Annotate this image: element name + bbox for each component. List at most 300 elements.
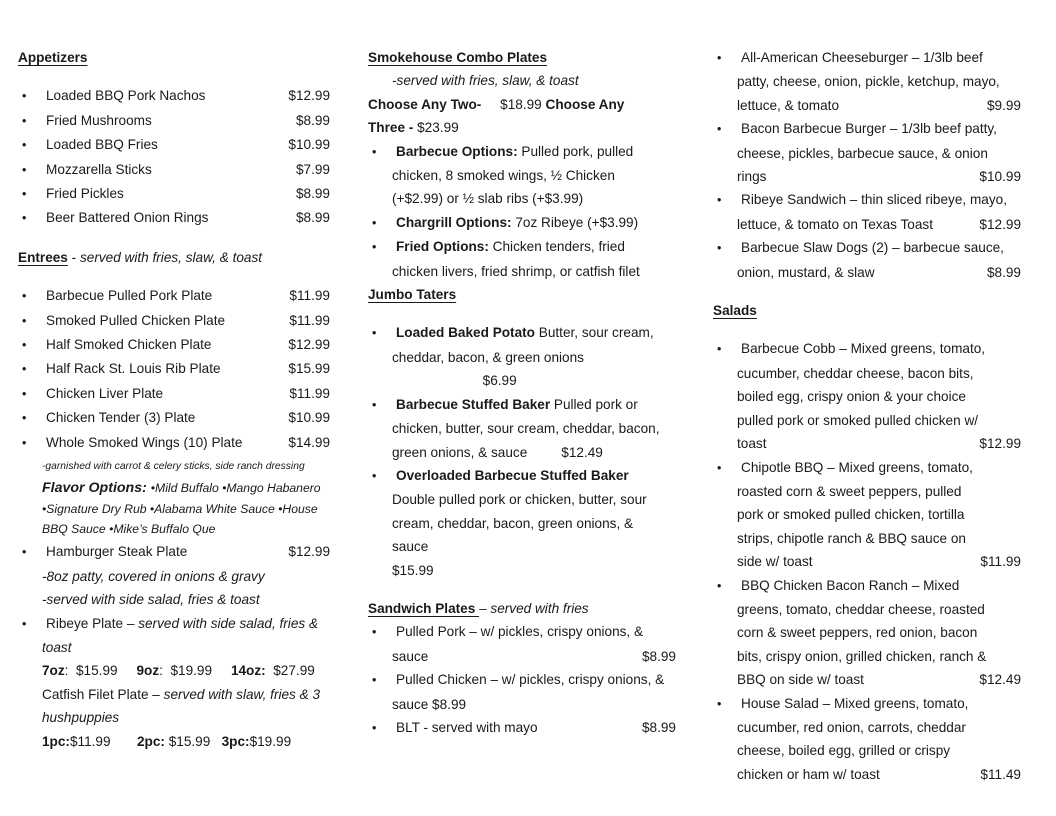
text-run: 7oz xyxy=(42,663,65,679)
item-text xyxy=(42,730,291,753)
item-text xyxy=(42,706,119,729)
item-text xyxy=(46,182,124,205)
text-run: Fried Mushrooms xyxy=(46,112,152,128)
text-run: Chipotle BBQ – Mixed greens, tomato, xyxy=(741,459,973,475)
text-run: toast xyxy=(737,436,767,452)
section-gap xyxy=(713,322,1021,337)
item-text xyxy=(368,283,456,306)
item-text xyxy=(392,346,584,369)
menu-text-line xyxy=(713,480,1021,503)
bullet-icon: • xyxy=(372,326,377,341)
item-text xyxy=(737,598,985,621)
item-text xyxy=(46,431,242,454)
text-run: Double pulled pork or chicken, butter, sour xyxy=(392,492,647,508)
item-text xyxy=(396,211,638,234)
item-text xyxy=(42,455,305,478)
menu-item-line xyxy=(18,612,330,636)
item-text xyxy=(737,527,966,550)
menu-item-line xyxy=(18,206,330,230)
item-text xyxy=(46,109,152,132)
section-gap xyxy=(368,582,676,597)
bullet-icon: • xyxy=(372,720,377,735)
menu-item-line xyxy=(713,46,1021,70)
item-text xyxy=(741,692,968,715)
section-gap xyxy=(18,269,330,284)
text-run: toast xyxy=(42,639,72,655)
item-text xyxy=(42,683,320,706)
item-text xyxy=(46,133,158,156)
menu-text-line xyxy=(713,432,1021,455)
text-run: : $15.99 xyxy=(64,663,137,679)
menu-text-line xyxy=(18,499,330,520)
item-text xyxy=(42,519,215,540)
text-run: -8oz patty, covered in onions & gravy xyxy=(42,568,265,584)
item-text xyxy=(46,84,205,107)
text-run: Chargrill Options: xyxy=(396,214,516,230)
text-run: roasted corn & sweet peppers, pulled xyxy=(737,483,962,499)
text-run: Choose Any xyxy=(545,96,625,112)
text-run: 3pc: xyxy=(221,733,250,749)
menu-text-line xyxy=(368,116,676,139)
menu-text-line xyxy=(18,246,330,269)
item-text xyxy=(392,645,428,668)
item-text xyxy=(737,621,977,644)
bullet-icon: • xyxy=(22,138,27,153)
item-text xyxy=(392,535,428,558)
text-run: cucumber, cheddar cheese, bacon bits, xyxy=(737,365,974,381)
item-text xyxy=(737,385,966,408)
menu-text-line xyxy=(368,488,676,511)
item-text xyxy=(396,235,625,258)
text-run: Choose Any Two- xyxy=(368,96,482,112)
text-run: Flavor Options: xyxy=(42,479,151,496)
price: $8.99 xyxy=(641,648,676,664)
bullet-icon: • xyxy=(717,193,722,208)
text-run: $27.99 xyxy=(265,663,315,679)
menu-text-line xyxy=(713,362,1021,385)
menu-text-line xyxy=(713,598,1021,621)
item-text xyxy=(741,456,973,479)
menu-text-line xyxy=(18,683,330,706)
text-run: chicken, 8 smoked wings, ½ Chicken xyxy=(392,168,615,184)
text-run: $23.99 xyxy=(417,120,459,136)
item-text xyxy=(368,116,459,139)
text-run: All-American Cheeseburger – 1/3lb beef xyxy=(741,50,983,65)
item-text xyxy=(737,94,839,117)
text-run: bits, crispy onion, grilled chicken, ranch & xyxy=(737,648,987,664)
text-run: Butter, sour cream, xyxy=(538,325,654,341)
text-run: sauce xyxy=(392,539,429,555)
menu-text-line xyxy=(713,716,1021,739)
section-gap xyxy=(368,306,676,321)
text-run: boiled egg, crispy onion & your choice xyxy=(737,389,966,405)
item-text xyxy=(396,321,654,344)
text-run: Ribeye Sandwich – thin sliced ribeye, mayo, xyxy=(741,192,1007,208)
text-run: Chicken Tender (3) Plate xyxy=(46,410,196,426)
text-run: Barbecue Slaw Dogs (2) – barbecue sauce, xyxy=(741,240,1004,256)
menu-text-line xyxy=(713,763,1021,786)
text-run: chicken or ham w/ toast xyxy=(737,766,880,782)
menu-text-line xyxy=(18,730,330,753)
menu-text-line xyxy=(713,261,1021,284)
menu-item-line xyxy=(18,540,330,564)
bullet-icon: • xyxy=(717,696,722,711)
menu-text-line xyxy=(713,668,1021,691)
text-run: BLT - served with mayo xyxy=(396,719,538,735)
item-text xyxy=(737,763,880,786)
item-text xyxy=(737,165,766,188)
text-run: chicken, butter, sour cream, cheddar, bacon, xyxy=(392,421,660,437)
menu-item-line xyxy=(368,620,676,644)
item-text xyxy=(737,432,766,455)
price: $10.99 xyxy=(979,169,1021,185)
text-run: House Salad – Mixed greens, tomato, xyxy=(741,695,969,711)
menu-text-line xyxy=(713,94,1021,117)
text-run: onion, mustard, & slaw xyxy=(737,264,875,280)
item-text xyxy=(737,550,813,573)
text-run: cheddar, bacon, & green onions xyxy=(392,349,584,365)
menu-item-line xyxy=(18,357,330,381)
menu-text-line xyxy=(18,659,330,682)
menu-item-line xyxy=(368,716,676,740)
text-run: sauce xyxy=(392,648,429,664)
price: $12.99 xyxy=(979,436,1021,452)
text-run: Pulled pork or xyxy=(553,396,638,412)
text-run: Chicken tenders, fried xyxy=(492,239,625,255)
menu-text-line xyxy=(368,69,676,92)
bullet-icon: • xyxy=(22,386,27,401)
item-text xyxy=(46,333,211,356)
menu-text-line xyxy=(713,503,1021,526)
menu-item-line xyxy=(18,382,330,406)
menu-item-line xyxy=(18,431,330,455)
item-text xyxy=(737,142,988,165)
menu-item-line xyxy=(368,668,676,692)
text-run: Pulled Pork – w/ pickles, crispy onions, & xyxy=(396,624,644,640)
menu-text-line xyxy=(368,597,676,620)
price: $10.99 xyxy=(288,410,330,426)
price: $12.99 xyxy=(979,216,1021,232)
text-run: hushpuppies xyxy=(42,710,120,726)
item-text xyxy=(392,559,434,582)
text-run: Entrees xyxy=(18,249,68,265)
text-run: BBQ on side w/ toast xyxy=(737,672,864,688)
price: $11.99 xyxy=(289,288,330,304)
menu-text-line xyxy=(368,93,676,116)
bullet-icon: • xyxy=(22,435,27,450)
menu-item-line xyxy=(713,117,1021,141)
price: $8.99 xyxy=(986,264,1021,280)
item-text xyxy=(737,409,978,432)
item-text xyxy=(396,716,538,739)
menu-text-line xyxy=(713,299,1021,322)
price: $8.99 xyxy=(295,210,330,226)
menu-item-line xyxy=(368,464,676,488)
text-run: $15.99 xyxy=(164,733,222,749)
item-text xyxy=(46,382,163,405)
item-text xyxy=(368,46,547,69)
text-run: •Signature Dry Rub •Alabama White Sauce •House xyxy=(42,501,318,516)
price: $11.99 xyxy=(289,312,330,328)
menu-text-line xyxy=(368,369,676,392)
text-run: patty, cheese, onion, pickle, ketchup, mayo, xyxy=(737,74,1000,90)
price: $11.99 xyxy=(289,385,330,401)
item-text xyxy=(737,503,964,526)
item-text xyxy=(368,93,624,116)
text-run: Bacon Barbecue Burger – 1/3lb beef patty, xyxy=(741,121,997,137)
text-run: pulled pork or smoked pulled chicken w/ xyxy=(737,412,979,428)
menu-item-line xyxy=(713,692,1021,716)
text-run: Pulled pork, pulled xyxy=(521,143,634,159)
text-run: served with slaw, fries & 3 xyxy=(163,686,321,702)
text-run: Salads xyxy=(713,303,757,319)
text-run: Ribeye Plate – xyxy=(46,615,139,631)
menu-text-line xyxy=(368,535,676,558)
item-text xyxy=(396,620,643,643)
item-text xyxy=(42,636,71,659)
text-run: Half Smoked Chicken Plate xyxy=(46,337,212,353)
menu-text-line xyxy=(368,512,676,535)
bullet-icon: • xyxy=(717,460,722,475)
text-run: $11.99 xyxy=(69,733,137,749)
price: $8.99 xyxy=(295,112,330,128)
menu-item-line xyxy=(713,236,1021,260)
item-text xyxy=(392,69,579,92)
text-run: : $19.99 xyxy=(159,663,231,679)
price: $12.99 xyxy=(288,88,330,104)
bullet-icon: • xyxy=(22,89,27,104)
item-text xyxy=(18,246,262,269)
menu-text-line xyxy=(368,283,676,306)
menu-column-left xyxy=(18,46,330,786)
text-run: Appetizers xyxy=(18,50,88,65)
menu-item-line xyxy=(18,133,330,157)
menu-text-line xyxy=(713,550,1021,573)
item-text xyxy=(392,164,615,187)
bullet-icon: • xyxy=(372,625,377,640)
item-text xyxy=(392,260,640,283)
text-run: 9oz xyxy=(136,663,160,679)
text-run: Overloaded Barbecue Stuffed Baker xyxy=(396,467,629,483)
text-run: – served with fries xyxy=(479,600,589,616)
item-text xyxy=(392,417,660,440)
text-run: rings xyxy=(737,169,767,185)
bullet-icon: • xyxy=(22,113,27,128)
menu-item-line xyxy=(368,393,676,417)
item-text xyxy=(42,565,265,588)
menu-text-line xyxy=(713,385,1021,408)
text-run: -served with fries, slaw, & toast xyxy=(392,73,579,89)
item-text xyxy=(46,206,208,229)
text-run: Fried Pickles xyxy=(46,186,124,202)
item-text xyxy=(392,187,583,210)
menu-text-line xyxy=(368,187,676,210)
text-run: 7oz Ribeye (+$3.99) xyxy=(515,214,639,230)
menu-text-line xyxy=(18,519,330,540)
text-run: lettuce, & tomato xyxy=(737,97,840,113)
item-text xyxy=(392,441,603,464)
text-run: Smokehouse Combo Plates xyxy=(368,50,548,65)
item-text xyxy=(46,406,195,429)
bullet-icon: • xyxy=(372,240,377,255)
text-run: Hamburger Steak Plate xyxy=(46,544,188,560)
bullet-icon: • xyxy=(22,545,27,560)
price: $12.99 xyxy=(288,544,330,560)
text-run: BBQ Chicken Bacon Ranch – Mixed xyxy=(741,577,960,593)
menu-text-line xyxy=(18,706,330,729)
price: $9.99 xyxy=(986,97,1021,113)
menu-text-line xyxy=(368,559,676,582)
item-text xyxy=(737,668,864,691)
text-run: $18.99 xyxy=(481,96,546,112)
text-run: Mozzarella Sticks xyxy=(46,161,152,177)
bullet-icon: • xyxy=(372,397,377,412)
bullet-icon: • xyxy=(22,362,27,377)
text-run: Loaded BBQ Pork Nachos xyxy=(46,88,206,104)
menu-text-line xyxy=(713,213,1021,236)
item-text xyxy=(396,668,664,691)
text-run: Three - xyxy=(368,120,418,136)
menu-item-line xyxy=(18,309,330,333)
menu-text-line xyxy=(713,70,1021,93)
section-gap xyxy=(18,69,330,84)
text-run: Pulled Chicken – w/ pickles, crispy onions, & xyxy=(396,672,665,688)
item-text xyxy=(737,739,950,762)
section-gap xyxy=(18,231,330,246)
menu-item-line xyxy=(713,337,1021,361)
menu-text-line xyxy=(18,588,330,611)
menu-text-line xyxy=(713,621,1021,644)
menu-item-line xyxy=(368,211,676,235)
menu-text-line xyxy=(18,565,330,588)
text-run: sauce $8.99 xyxy=(392,696,467,712)
item-text xyxy=(18,46,88,69)
text-run: Fried Options: xyxy=(396,239,493,255)
menu-text-line xyxy=(368,164,676,187)
bullet-icon: • xyxy=(717,51,722,65)
section-gap xyxy=(713,284,1021,299)
text-run: lettuce, & tomato on Texas Toast xyxy=(737,216,933,232)
bullet-icon: • xyxy=(717,122,722,137)
text-run: 1pc: xyxy=(42,733,70,749)
menu-text-line xyxy=(368,260,676,283)
text-run: greens, tomato, cheddar cheese, roasted xyxy=(737,601,985,617)
text-run: cream, cheddar, bacon, green onions, & xyxy=(392,515,634,531)
item-text xyxy=(392,369,517,392)
text-run: Whole Smoked Wings (10) Plate xyxy=(46,434,243,450)
menu-text-line xyxy=(368,417,676,440)
text-run: served with fries, slaw, & toast xyxy=(79,249,263,265)
text-run: pork or smoked pulled chicken, tortilla xyxy=(737,507,965,523)
item-text xyxy=(392,488,647,511)
bullet-icon: • xyxy=(717,342,722,357)
bullet-icon: • xyxy=(22,338,27,353)
bullet-icon: • xyxy=(22,162,27,177)
bullet-icon: • xyxy=(717,578,722,593)
menu-item-line xyxy=(18,406,330,430)
text-run: strips, chipotle ranch & BBQ sauce on xyxy=(737,530,966,546)
menu-text-line xyxy=(713,165,1021,188)
text-run: $19.99 xyxy=(249,733,292,749)
menu-item-line xyxy=(713,188,1021,212)
text-run: green onions, & sauce $12.49 xyxy=(392,444,603,460)
item-text xyxy=(737,261,875,284)
text-run: Barbecue Pulled Pork Plate xyxy=(46,288,213,304)
menu-text-line xyxy=(368,346,676,369)
price: $12.99 xyxy=(288,337,330,353)
text-run: cucumber, red onion, carrots, cheddar xyxy=(737,719,966,735)
text-run: $15.99 xyxy=(392,562,434,578)
text-run: - xyxy=(67,249,80,265)
text-run: $6.99 xyxy=(392,373,517,389)
menu-item-line xyxy=(368,321,676,345)
item-text xyxy=(737,480,961,503)
menu-item-line xyxy=(18,182,330,206)
menu-text-line xyxy=(713,739,1021,762)
text-run: cheese, boiled egg, grilled or crispy xyxy=(737,743,951,759)
text-run: Jumbo Taters xyxy=(368,287,457,303)
price: $12.49 xyxy=(979,672,1021,688)
item-text xyxy=(741,574,959,597)
menu-item-line xyxy=(18,333,330,357)
price: $15.99 xyxy=(288,361,330,377)
text-run: Barbecue Stuffed Baker xyxy=(396,396,554,412)
item-text xyxy=(42,478,321,499)
menu-text-line xyxy=(368,693,676,716)
price: $8.99 xyxy=(641,719,676,735)
text-run: corn & sweet peppers, red onion, bacon xyxy=(737,625,978,641)
text-run: -served with side salad, fries & toast xyxy=(42,592,260,608)
menu-text-line xyxy=(18,455,330,478)
item-text xyxy=(737,213,933,236)
text-run: Barbecue Options: xyxy=(396,143,522,159)
text-run: side w/ toast xyxy=(737,554,813,570)
menu-text-line xyxy=(713,527,1021,550)
bullet-icon: • xyxy=(717,241,722,256)
text-run: Beer Battered Onion Rings xyxy=(46,210,209,226)
item-text xyxy=(396,393,638,416)
item-text xyxy=(46,540,187,563)
text-run: served with side salad, fries & xyxy=(138,615,319,631)
bullet-icon: • xyxy=(372,215,377,230)
menu-column-right xyxy=(713,46,1021,786)
item-text xyxy=(713,299,757,322)
menu-text-line xyxy=(713,645,1021,668)
item-text xyxy=(737,716,966,739)
price: $11.49 xyxy=(980,766,1021,782)
item-text xyxy=(741,188,1007,211)
item-text xyxy=(392,693,466,716)
menu-text-line xyxy=(713,409,1021,432)
bullet-icon: • xyxy=(372,673,377,688)
text-run: Loaded BBQ Fries xyxy=(46,137,158,153)
bullet-icon: • xyxy=(372,144,377,159)
text-run: cheese, pickles, barbecue sauce, & onion xyxy=(737,145,988,161)
bullet-icon: • xyxy=(22,187,27,202)
item-text xyxy=(42,588,260,611)
menu-item-line xyxy=(18,109,330,133)
item-text xyxy=(741,337,985,360)
price: $10.99 xyxy=(288,137,330,153)
bullet-icon: • xyxy=(372,468,377,483)
bullet-icon: • xyxy=(22,211,27,226)
item-text xyxy=(741,236,1004,259)
bullet-icon: • xyxy=(22,616,27,631)
bullet-icon: • xyxy=(22,411,27,426)
item-text xyxy=(46,284,212,307)
menu-text-line xyxy=(713,142,1021,165)
text-run: Smoked Pulled Chicken Plate xyxy=(46,312,226,328)
